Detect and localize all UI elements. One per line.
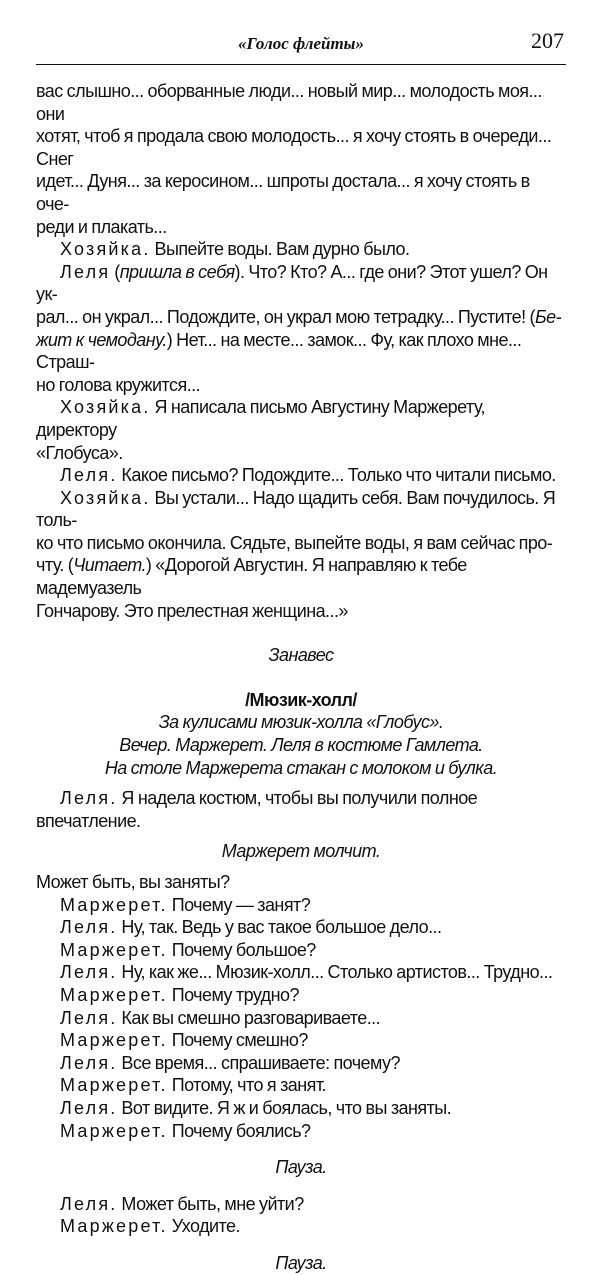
dialogue-line <box>36 1007 566 1030</box>
dialogue-line <box>36 487 566 623</box>
speaker-name: Маржерет. <box>60 1120 168 1141</box>
dialogue-text: но голова кружится... <box>36 374 201 395</box>
dialogue-text: ( <box>110 261 120 282</box>
dialogue-line <box>36 1097 566 1120</box>
scene-description-line: На столе Маржерета стакан с молоком и булка. <box>104 757 498 778</box>
dialogue-line <box>36 984 566 1007</box>
dialogue-line <box>36 939 566 962</box>
dialogue-text: Как вы смешно разговариваете... <box>117 1007 381 1028</box>
dialogue-text: чту. ( <box>36 555 74 576</box>
dialogue-line <box>36 1215 566 1238</box>
stage-direction: Читает. <box>73 555 146 576</box>
dialogue-text: Ну, как же... Мюзик-холл... Столько артистов... Трудно... <box>117 962 553 983</box>
speaker-name: Леля. <box>60 465 118 486</box>
dialogue-text: Почему смешно? <box>167 1030 308 1051</box>
page-header <box>36 24 566 65</box>
text-line: хотят, чтоб я продала свою молодость... я хочу стоять в очереди... Снег <box>36 126 552 169</box>
speaker-name: Хозяйка. <box>60 239 151 260</box>
speaker-name: Леля. <box>60 1052 118 1073</box>
dialogue-text: Я написала письмо Августину Маржерету, директору <box>36 397 485 440</box>
dialogue-line <box>36 396 566 464</box>
speaker-name: Маржерет. <box>60 894 168 915</box>
dialogue-line <box>36 1193 566 1216</box>
dialogue-line <box>36 1029 566 1052</box>
dialogue-text: Вот видите. Я ж и боялась, что вы заняты. <box>117 1097 452 1118</box>
dialogue-text: ) Нет... на месте... замок... Фу, как плохо мне... Страш- <box>36 329 522 373</box>
dialogue-text: Может быть, мне уйти? <box>117 1193 304 1214</box>
dialogue-text: ). Что? Кто? А... где они? Этот ушел? Он ук- <box>36 261 548 305</box>
dialogue-line <box>36 961 566 984</box>
speaker-name: Маржерет. <box>60 1030 168 1051</box>
scene-description <box>36 711 566 779</box>
page-body <box>36 80 566 1275</box>
pause-direction: Пауза. <box>275 1252 327 1273</box>
running-title: «Голос флейты» <box>238 34 364 53</box>
dialogue-line <box>36 261 566 397</box>
dialogue-text: Почему боялись? <box>167 1120 311 1141</box>
paragraph-continuation <box>36 80 566 238</box>
stage-direction: Бе- <box>534 306 562 327</box>
dialogue-text: Почему трудно? <box>167 984 299 1005</box>
speaker-name: Маржерет. <box>60 939 168 960</box>
stage-direction: жит к чемодану. <box>36 329 167 350</box>
speaker-name: Маржерет. <box>60 1075 168 1096</box>
speaker-name: Леля. <box>60 917 118 938</box>
dialogue-text: ) «Дорогой Августин. Я направляю к тебе мадемуазель <box>36 555 467 599</box>
dialogue-text: Все время... спрашиваете: почему? <box>117 1052 400 1073</box>
stage-direction: пришла в себя <box>119 261 235 282</box>
dialogue-text: «Глобуса». <box>36 442 123 463</box>
dialogue-line <box>36 1074 566 1097</box>
dialogue-line <box>36 464 566 487</box>
scene-title: /Мюзик-холл/ <box>245 689 357 710</box>
dialogue-line <box>36 916 566 939</box>
dialogue-line: Может быть, вы заняты? <box>36 872 230 892</box>
dialogue-text: Потому, что я занят. <box>167 1075 326 1096</box>
dialogue-line <box>36 1052 566 1075</box>
dialogue-line <box>36 787 566 832</box>
dialogue-line <box>36 1120 566 1143</box>
text-line: реди и плакать... <box>36 216 167 237</box>
dialogue-text: рал... он украл... Подождите, он украл мою тетрадку... Пустите! ( <box>36 306 535 327</box>
speaker-name: Леля <box>60 261 111 282</box>
dialogue-text: Ну, так. Ведь у вас такое большое дело... <box>117 917 442 938</box>
dialogue-text: Я надела костюм, чтобы вы получили полное впечатление. <box>36 788 478 831</box>
speaker-name: Хозяйка. <box>60 397 151 418</box>
scene-description-line: За кулисами мюзик-холла «Глобус». <box>158 712 444 733</box>
text-line: вас слышно... оборванные люди... новый мир... молодость моя... они <box>36 81 542 124</box>
pause-direction: Пауза. <box>275 1157 327 1178</box>
dialogue-text: Почему большое? <box>167 939 316 960</box>
dialogue-text: Уходите. <box>167 1216 240 1237</box>
speaker-name: Леля. <box>60 1007 118 1028</box>
dialogue-text: Вы устали... Надо щадить себя. Вам почудилось. Я толь- <box>36 487 556 531</box>
text-line: идет... Дуня... за керосином... шпроты достала... я хочу стоять в оче- <box>36 171 530 214</box>
stage-direction: Маржерет молчит. <box>221 841 381 862</box>
dialogue-text: Гончарову. Это прелестная женщина...» <box>36 600 348 621</box>
dialogue-text: Какое письмо? Подождите... Только что читали письмо. <box>117 465 556 486</box>
page-number: 207 <box>531 28 564 53</box>
curtain-direction: Занавес <box>268 645 334 666</box>
dialogue-text: Почему — занят? <box>167 894 311 915</box>
speaker-name: Леля. <box>60 788 118 809</box>
dialogue-text: ко что письмо окончила. Сядьте, выпейте воды, я вам сейчас про- <box>36 532 553 553</box>
dialogue-line <box>36 238 566 261</box>
speaker-name: Леля. <box>60 1193 118 1214</box>
speaker-name: Хозяйка. <box>60 487 151 508</box>
dialogue-line <box>36 894 566 917</box>
scene-description-line: Вечер. Маржерет. Леля в костюме Гамлета. <box>119 735 483 756</box>
speaker-name: Леля. <box>60 1097 118 1118</box>
speaker-name: Маржерет. <box>60 984 168 1005</box>
dialogue-text: Выпейте воды. Вам дурно было. <box>150 239 410 260</box>
speaker-name: Маржерет. <box>60 1216 168 1237</box>
speaker-name: Леля. <box>60 962 118 983</box>
